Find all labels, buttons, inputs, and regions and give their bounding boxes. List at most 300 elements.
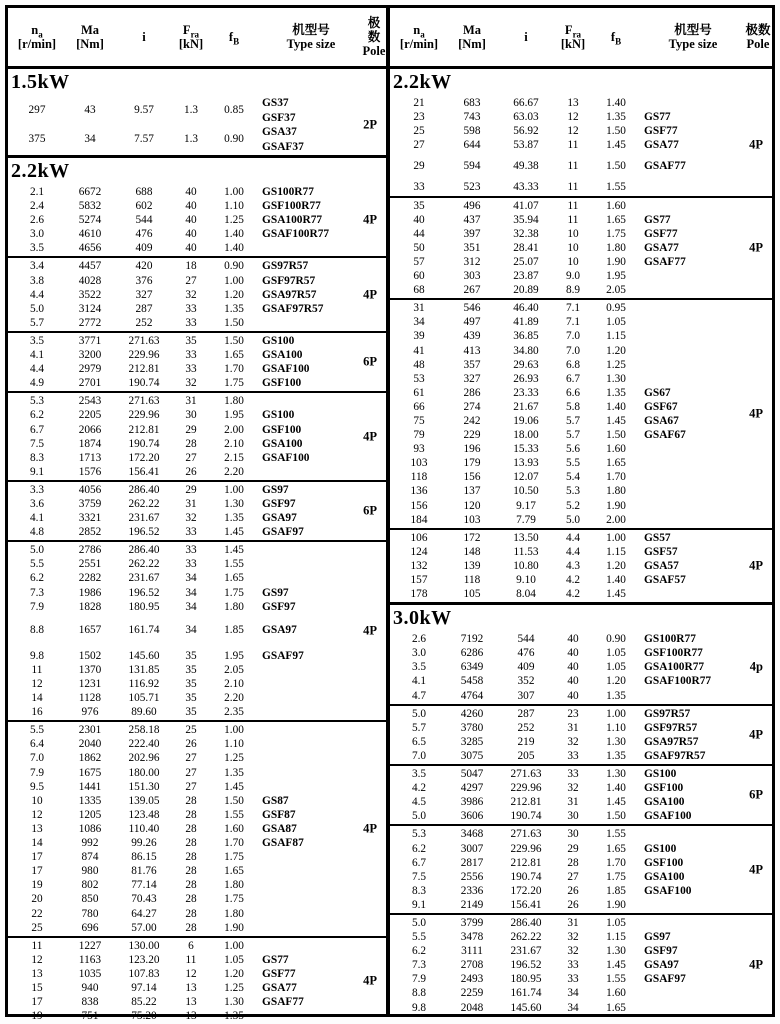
cell-force-fra: 7.0 bbox=[565, 344, 581, 357]
cell-torque-ma: 3321 bbox=[78, 512, 102, 525]
cell-speed-na: 5.0 bbox=[29, 544, 45, 557]
table-row bbox=[390, 1001, 772, 1015]
cell-type-size bbox=[260, 465, 362, 479]
cell-speed-na: 178 bbox=[410, 588, 428, 601]
table-row bbox=[8, 691, 386, 705]
cell-type-size: GSAF100R77 bbox=[644, 675, 712, 688]
cell-ratio-i: 21.67 bbox=[513, 400, 539, 413]
cell-ratio-i: 190.74 bbox=[128, 437, 160, 450]
cell-factor-fb: 1.60 bbox=[606, 987, 626, 1000]
col-header-symbol: $f_B$ bbox=[610, 30, 622, 47]
table-row bbox=[8, 939, 386, 953]
cell-torque-ma: 992 bbox=[81, 837, 99, 850]
cell-torque-ma: 802 bbox=[81, 879, 99, 892]
cell-type-size: GSF77 bbox=[644, 125, 678, 138]
cell-speed-na: 7.5 bbox=[411, 870, 427, 883]
cell-ratio-i: 161.74 bbox=[510, 987, 542, 1000]
data-block-7 bbox=[8, 720, 386, 935]
table-row bbox=[8, 649, 386, 663]
cell-ratio-i: 145.60 bbox=[128, 649, 160, 662]
cell-speed-na: 157 bbox=[410, 574, 428, 586]
cell-force-fra: 30 bbox=[185, 409, 197, 422]
cell-ratio-i: 77.14 bbox=[131, 879, 157, 892]
cell-ratio-i: 46.40 bbox=[513, 302, 539, 315]
cell-ratio-i: 231.67 bbox=[128, 572, 160, 585]
cell-force-fra: 5.5 bbox=[565, 457, 581, 470]
section-title: 1.5kW bbox=[11, 71, 70, 93]
cell-ratio-i: 180.95 bbox=[128, 600, 160, 613]
cell-speed-na: 6.7 bbox=[411, 856, 427, 869]
cell-force-fra: 6.7 bbox=[565, 372, 581, 385]
col-header-symbol: $n_a$ bbox=[413, 23, 425, 40]
cell-ratio-i: 151.30 bbox=[128, 780, 160, 793]
cell-pole-space bbox=[362, 892, 386, 906]
cell-speed-na: 3.5 bbox=[29, 334, 45, 347]
table-row bbox=[390, 531, 772, 545]
cell-torque-ma: 2556 bbox=[460, 870, 484, 883]
cell-force-fra: 11 bbox=[567, 181, 579, 194]
cell-type-size bbox=[260, 751, 362, 765]
type-size-label: GSAF37 bbox=[262, 140, 304, 153]
cell-torque-ma: 3124 bbox=[78, 302, 102, 315]
table-row bbox=[390, 456, 772, 470]
cell-ratio-i: 97.14 bbox=[131, 981, 157, 994]
cell-type-size: GSA77 bbox=[644, 139, 679, 152]
cell-type-size bbox=[260, 939, 362, 953]
cell-pole-space bbox=[744, 227, 772, 241]
cell-ratio-i: 202.96 bbox=[128, 752, 160, 765]
table-row bbox=[8, 878, 386, 892]
power-section-1.5kW bbox=[8, 66, 386, 155]
cell-torque-ma: 1657 bbox=[78, 623, 102, 636]
cell-ratio-i: 9.10 bbox=[516, 574, 536, 586]
cell-factor-fb: 1.35 bbox=[224, 302, 244, 315]
cell-ratio-i: 75.20 bbox=[131, 1010, 157, 1023]
table-row bbox=[390, 513, 772, 527]
cell-type-size bbox=[260, 780, 362, 794]
cell-type-size bbox=[642, 513, 744, 527]
cell-factor-fb: 2.05 bbox=[606, 284, 626, 297]
cell-ratio-i: 688 bbox=[135, 186, 153, 198]
cell-type-size: GSF100R77 bbox=[644, 647, 703, 660]
cell-factor-fb: 0.90 bbox=[224, 133, 244, 145]
cell-force-fra: 28 bbox=[185, 837, 197, 850]
cell-factor-fb: 2.00 bbox=[606, 513, 626, 526]
cell-pole-space bbox=[744, 283, 772, 297]
cell-force-fra: 40 bbox=[185, 186, 197, 198]
cell-type-size: GSF97R57 bbox=[262, 274, 316, 287]
table-row bbox=[8, 967, 386, 981]
cell-factor-fb: 1.00 bbox=[606, 707, 626, 720]
cell-pole-space bbox=[362, 274, 386, 288]
cell-speed-na: 5.0 bbox=[411, 810, 427, 823]
table-row bbox=[390, 180, 772, 194]
table-row bbox=[8, 892, 386, 906]
cell-factor-fb: 1.35 bbox=[224, 766, 244, 779]
cell-type-size: GSF100 bbox=[262, 377, 302, 390]
cell-torque-ma: 2852 bbox=[78, 526, 102, 539]
data-block-4 bbox=[390, 528, 772, 602]
table-row bbox=[390, 781, 772, 795]
cell-type-size: GSA97 bbox=[262, 623, 297, 636]
cell-factor-fb: 1.60 bbox=[224, 822, 244, 835]
cell-torque-ma: 2786 bbox=[78, 544, 102, 557]
cell-ratio-i: 420 bbox=[135, 260, 153, 273]
cell-pole-space bbox=[744, 329, 772, 343]
cell-speed-na: 22 bbox=[31, 907, 43, 920]
cell-ratio-i: 15.33 bbox=[513, 443, 539, 456]
table-row bbox=[390, 916, 772, 930]
cell-speed-na: 4.1 bbox=[411, 675, 427, 688]
cell-speed-na: 2.4 bbox=[29, 200, 45, 213]
cell-ratio-i: 196.52 bbox=[510, 959, 542, 972]
cell-pole-space bbox=[362, 1009, 386, 1023]
cell-force-fra: 28 bbox=[185, 808, 197, 821]
cell-ratio-i: 34.80 bbox=[513, 344, 539, 357]
cell-torque-ma: 2048 bbox=[460, 1001, 484, 1014]
cell-speed-na: 14 bbox=[31, 837, 43, 850]
cell-factor-fb: 1.70 bbox=[606, 471, 626, 484]
cell-ratio-i: 212.81 bbox=[510, 796, 542, 809]
cell-speed-na: 9.1 bbox=[411, 898, 427, 911]
power-section-2.2kW bbox=[390, 66, 772, 602]
cell-ratio-i: 57.00 bbox=[131, 921, 157, 934]
data-block-1 bbox=[8, 95, 386, 155]
cell-ratio-i: 156.41 bbox=[510, 898, 542, 911]
cell-force-fra: 6.6 bbox=[565, 386, 581, 399]
cell-type-size: GSF87 bbox=[262, 808, 296, 821]
cell-speed-na: 106 bbox=[410, 531, 428, 544]
col-header-symbol: $n_a$ bbox=[31, 23, 43, 40]
col-header-5 bbox=[208, 30, 260, 47]
cell-force-fra: 35 bbox=[185, 663, 197, 676]
cell-torque-ma: 5047 bbox=[460, 768, 484, 781]
table-row bbox=[8, 571, 386, 585]
table-row bbox=[8, 737, 386, 751]
col-header-7 bbox=[744, 23, 772, 51]
cell-ratio-i: 196.52 bbox=[128, 526, 160, 539]
cell-factor-fb: 1.50 bbox=[606, 429, 626, 442]
cell-speed-na: 8.8 bbox=[29, 623, 45, 636]
cell-type-size bbox=[642, 358, 744, 372]
cell-factor-fb: 1.30 bbox=[606, 945, 626, 958]
cell-torque-ma: 4656 bbox=[78, 242, 102, 255]
cell-type-size bbox=[642, 269, 744, 283]
cell-force-fra: 33 bbox=[567, 973, 579, 986]
cell-type-size: GSAF97 bbox=[262, 649, 304, 662]
cell-ratio-i: 25.07 bbox=[513, 255, 539, 268]
cell-force-fra: 40 bbox=[567, 675, 579, 688]
cell-ratio-i: 229.96 bbox=[128, 409, 160, 422]
cell-torque-ma: 312 bbox=[463, 255, 481, 268]
cell-torque-ma: 1370 bbox=[78, 663, 102, 676]
table-row bbox=[8, 981, 386, 995]
cell-force-fra: 30 bbox=[567, 810, 579, 823]
cell-torque-ma: 2772 bbox=[78, 316, 102, 329]
cell-torque-ma: 3075 bbox=[460, 749, 484, 762]
cell-force-fra: 13 bbox=[185, 1010, 197, 1023]
col-header-symbol: 极数 bbox=[745, 23, 771, 37]
cell-pole-space bbox=[744, 916, 772, 930]
cell-pole-space bbox=[362, 586, 386, 600]
cell-torque-ma: 2543 bbox=[78, 395, 102, 408]
cell-factor-fb: 1.70 bbox=[606, 856, 626, 869]
cell-ratio-i: 36.85 bbox=[513, 330, 539, 343]
cell-factor-fb: 1.35 bbox=[224, 512, 244, 525]
cell-speed-na: 6.4 bbox=[29, 738, 45, 751]
table-row bbox=[8, 1009, 386, 1023]
cell-force-fra: 27 bbox=[185, 274, 197, 287]
cell-torque-ma: 4457 bbox=[78, 260, 102, 273]
cell-torque-ma: 2301 bbox=[78, 724, 102, 737]
table-row bbox=[390, 213, 772, 227]
cell-ratio-i: 376 bbox=[135, 274, 153, 287]
pole-label: 4P bbox=[749, 862, 763, 877]
cell-speed-na: 7.9 bbox=[29, 766, 45, 779]
cell-ratio-i: 190.74 bbox=[128, 377, 160, 390]
cell-torque-ma: 3759 bbox=[78, 497, 102, 510]
cell-factor-fb: 1.40 bbox=[606, 782, 626, 795]
cell-ratio-i: 18.00 bbox=[513, 429, 539, 442]
cell-torque-ma: 523 bbox=[463, 181, 481, 194]
cell-speed-na: 6.2 bbox=[29, 572, 45, 585]
cell-torque-ma: 267 bbox=[463, 284, 481, 297]
cell-type-size: GSAF97R57 bbox=[262, 302, 324, 315]
col-header-subscript: ra bbox=[190, 29, 200, 40]
cell-torque-ma: 4028 bbox=[78, 274, 102, 287]
cell-torque-ma: 751 bbox=[81, 1010, 99, 1023]
table-row bbox=[8, 259, 386, 273]
cell-factor-fb: 1.85 bbox=[224, 623, 244, 636]
cell-type-size: GSAF97 bbox=[262, 526, 304, 539]
cell-speed-na: 124 bbox=[410, 545, 428, 558]
cell-type-size: GSAF77 bbox=[644, 160, 686, 173]
cell-speed-na: 5.0 bbox=[411, 916, 427, 929]
cell-torque-ma: 3799 bbox=[460, 916, 484, 929]
cell-ratio-i: 190.74 bbox=[510, 870, 542, 883]
cell-type-size bbox=[642, 96, 744, 110]
cell-speed-na: 66 bbox=[413, 400, 425, 413]
cell-force-fra: 6.8 bbox=[565, 358, 581, 371]
cell-factor-fb: 2.10 bbox=[224, 678, 244, 690]
cell-ratio-i: 29.63 bbox=[513, 358, 539, 371]
cell-torque-ma: 598 bbox=[463, 125, 481, 138]
cell-speed-na: 132 bbox=[410, 559, 428, 572]
cell-torque-ma: 2551 bbox=[78, 558, 102, 571]
cell-type-size: GSAF100R77 bbox=[262, 228, 330, 241]
cell-type-size bbox=[642, 470, 744, 484]
cell-speed-na: 35 bbox=[413, 199, 425, 212]
cell-speed-na: 27 bbox=[413, 139, 425, 152]
cell-type-size: GSF97R57 bbox=[644, 721, 698, 734]
cell-pole-space bbox=[362, 571, 386, 585]
cell-force-fra: 6 bbox=[188, 939, 194, 952]
cell-torque-ma: 148 bbox=[463, 545, 481, 558]
cell-ratio-i: 53.87 bbox=[513, 139, 539, 152]
table-row bbox=[390, 499, 772, 513]
cell-speed-na: 6.7 bbox=[29, 423, 45, 436]
cell-factor-fb: 1.20 bbox=[606, 559, 626, 572]
cell-type-size: GSAF77 bbox=[262, 996, 304, 1009]
cell-torque-ma: 2066 bbox=[78, 423, 102, 436]
cell-type-size bbox=[260, 691, 362, 705]
cell-speed-na: 3.6 bbox=[29, 497, 45, 510]
cell-torque-ma: 4260 bbox=[460, 707, 484, 720]
cell-speed-na: 50 bbox=[413, 241, 425, 254]
table-row bbox=[8, 953, 386, 967]
cell-ratio-i: 271.63 bbox=[128, 395, 160, 408]
cell-pole-space bbox=[362, 394, 386, 408]
cell-force-fra: 32 bbox=[185, 512, 197, 525]
cell-pole-space bbox=[744, 124, 772, 138]
cell-speed-na: 3.8 bbox=[29, 274, 45, 287]
cell-pole-space bbox=[744, 646, 772, 660]
cell-ratio-i: 32.38 bbox=[513, 227, 539, 240]
cell-force-fra: 30 bbox=[567, 828, 579, 841]
table-row bbox=[8, 465, 386, 479]
cell-factor-fb: 1.40 bbox=[606, 574, 626, 586]
table-row bbox=[390, 110, 772, 124]
cell-force-fra: 10 bbox=[567, 227, 579, 240]
table-row bbox=[8, 907, 386, 921]
cell-speed-na: 5.5 bbox=[411, 931, 427, 944]
cell-ratio-i: 130.00 bbox=[128, 939, 160, 952]
cell-factor-fb: 1.45 bbox=[224, 544, 244, 557]
cell-factor-fb: 1.55 bbox=[224, 558, 244, 571]
table-row bbox=[8, 557, 386, 571]
cell-torque-ma: 6349 bbox=[460, 661, 484, 674]
cell-type-size: GSA100 bbox=[644, 796, 685, 809]
table-row bbox=[390, 159, 772, 173]
cell-speed-na: 16 bbox=[31, 706, 43, 719]
cell-factor-fb: 0.90 bbox=[224, 260, 244, 273]
cell-factor-fb: 1.80 bbox=[224, 907, 244, 920]
cell-factor-fb: 2.00 bbox=[224, 423, 244, 436]
cell-type-size: GSF97 bbox=[262, 497, 296, 510]
cell-type-size bbox=[260, 241, 362, 255]
table-row bbox=[8, 677, 386, 691]
cell-torque-ma: 196 bbox=[463, 443, 481, 456]
cell-speed-na: 6.2 bbox=[411, 945, 427, 958]
cell-force-fra: 5.2 bbox=[565, 499, 581, 512]
cell-speed-na: 3.3 bbox=[29, 483, 45, 496]
pole-label: 4P bbox=[749, 137, 763, 152]
table-row bbox=[8, 663, 386, 677]
cell-torque-ma: 437 bbox=[463, 213, 481, 226]
cell-speed-na: 5.0 bbox=[29, 302, 45, 315]
table-row bbox=[8, 348, 386, 362]
cell-type-size: GSF100 bbox=[262, 423, 302, 436]
table-row bbox=[390, 972, 772, 986]
cell-ratio-i: 286.40 bbox=[510, 916, 542, 929]
cell-torque-ma: 976 bbox=[81, 706, 99, 719]
cell-torque-ma: 2282 bbox=[78, 572, 102, 585]
cell-factor-fb: 1.30 bbox=[224, 497, 244, 510]
cell-force-fra: 40 bbox=[185, 228, 197, 241]
cell-force-fra: 34 bbox=[567, 1001, 579, 1014]
cell-force-fra: 1.3 bbox=[183, 104, 199, 116]
table-row bbox=[390, 442, 772, 456]
cell-speed-na: 4.5 bbox=[411, 796, 427, 809]
table-row bbox=[8, 850, 386, 864]
cell-ratio-i: 544 bbox=[135, 214, 153, 227]
cell-torque-ma: 1035 bbox=[78, 967, 102, 980]
cell-force-fra: 35 bbox=[185, 649, 197, 662]
cell-speed-na: 3.5 bbox=[29, 242, 45, 255]
cell-factor-fb: 1.90 bbox=[606, 499, 626, 512]
table-row bbox=[8, 483, 386, 497]
table-row bbox=[390, 344, 772, 358]
cell-ratio-i: 10.80 bbox=[513, 559, 539, 572]
cell-force-fra: 32 bbox=[185, 288, 197, 301]
table-row bbox=[390, 856, 772, 870]
cell-pole-space bbox=[362, 691, 386, 705]
data-block-4 bbox=[390, 824, 772, 913]
cell-torque-ma: 303 bbox=[463, 270, 481, 283]
cell-force-fra: 29 bbox=[185, 483, 197, 496]
table-row bbox=[8, 497, 386, 511]
cell-type-size: GS87 bbox=[262, 794, 289, 807]
cell-torque-ma: 497 bbox=[463, 316, 481, 329]
cell-pole-space bbox=[744, 944, 772, 958]
cell-force-fra: 40 bbox=[185, 242, 197, 255]
col-header-symbol: $f_B$ bbox=[228, 30, 240, 47]
cell-pole-space bbox=[744, 358, 772, 372]
cell-pole-space bbox=[362, 723, 386, 737]
cell-type-size bbox=[260, 557, 362, 571]
cell-torque-ma: 3478 bbox=[460, 931, 484, 944]
col-header-symbol: i bbox=[524, 30, 528, 44]
cell-force-fra: 31 bbox=[567, 721, 579, 734]
cell-torque-ma: 4297 bbox=[460, 782, 484, 795]
gearmotor-selection-table-page bbox=[5, 5, 775, 1023]
cell-pole-space bbox=[362, 543, 386, 557]
cell-speed-na: 3.5 bbox=[411, 661, 427, 674]
cell-speed-na: 61 bbox=[413, 386, 425, 399]
cell-force-fra: 11 bbox=[567, 199, 579, 212]
cell-ratio-i: 327 bbox=[135, 288, 153, 301]
table-row bbox=[8, 241, 386, 255]
cell-type-size bbox=[642, 916, 744, 930]
cell-force-fra: 26 bbox=[567, 898, 579, 911]
pole-label: 4P bbox=[749, 406, 763, 421]
table-row bbox=[8, 316, 386, 330]
cell-speed-na: 4.7 bbox=[411, 689, 427, 702]
cell-speed-na: 184 bbox=[410, 513, 428, 526]
cell-type-size: GSA77 bbox=[262, 981, 297, 994]
cell-type-size bbox=[642, 484, 744, 498]
cell-factor-fb: 1.65 bbox=[224, 349, 244, 362]
cell-factor-fb: 1.50 bbox=[606, 125, 626, 138]
cell-torque-ma: 2205 bbox=[78, 409, 102, 422]
table-row bbox=[390, 660, 772, 674]
cell-force-fra: 33 bbox=[185, 526, 197, 539]
cell-torque-ma: 3606 bbox=[460, 810, 484, 823]
cell-speed-na: 9.8 bbox=[29, 649, 45, 662]
pole-label: 4p bbox=[749, 659, 763, 674]
cell-torque-ma: 874 bbox=[81, 851, 99, 864]
cell-type-size: GSA100 bbox=[262, 437, 303, 450]
cell-type-size bbox=[260, 878, 362, 892]
pole-label: 4P bbox=[363, 287, 377, 302]
col-header-2 bbox=[66, 23, 114, 51]
cell-factor-fb: 1.35 bbox=[224, 1010, 244, 1023]
col-header-subscript: a bbox=[38, 29, 43, 40]
cell-force-fra: 32 bbox=[567, 931, 579, 944]
col-header-1 bbox=[8, 23, 66, 51]
cell-speed-na: 9.8 bbox=[411, 1001, 427, 1014]
cell-force-fra: 5.4 bbox=[565, 471, 581, 484]
